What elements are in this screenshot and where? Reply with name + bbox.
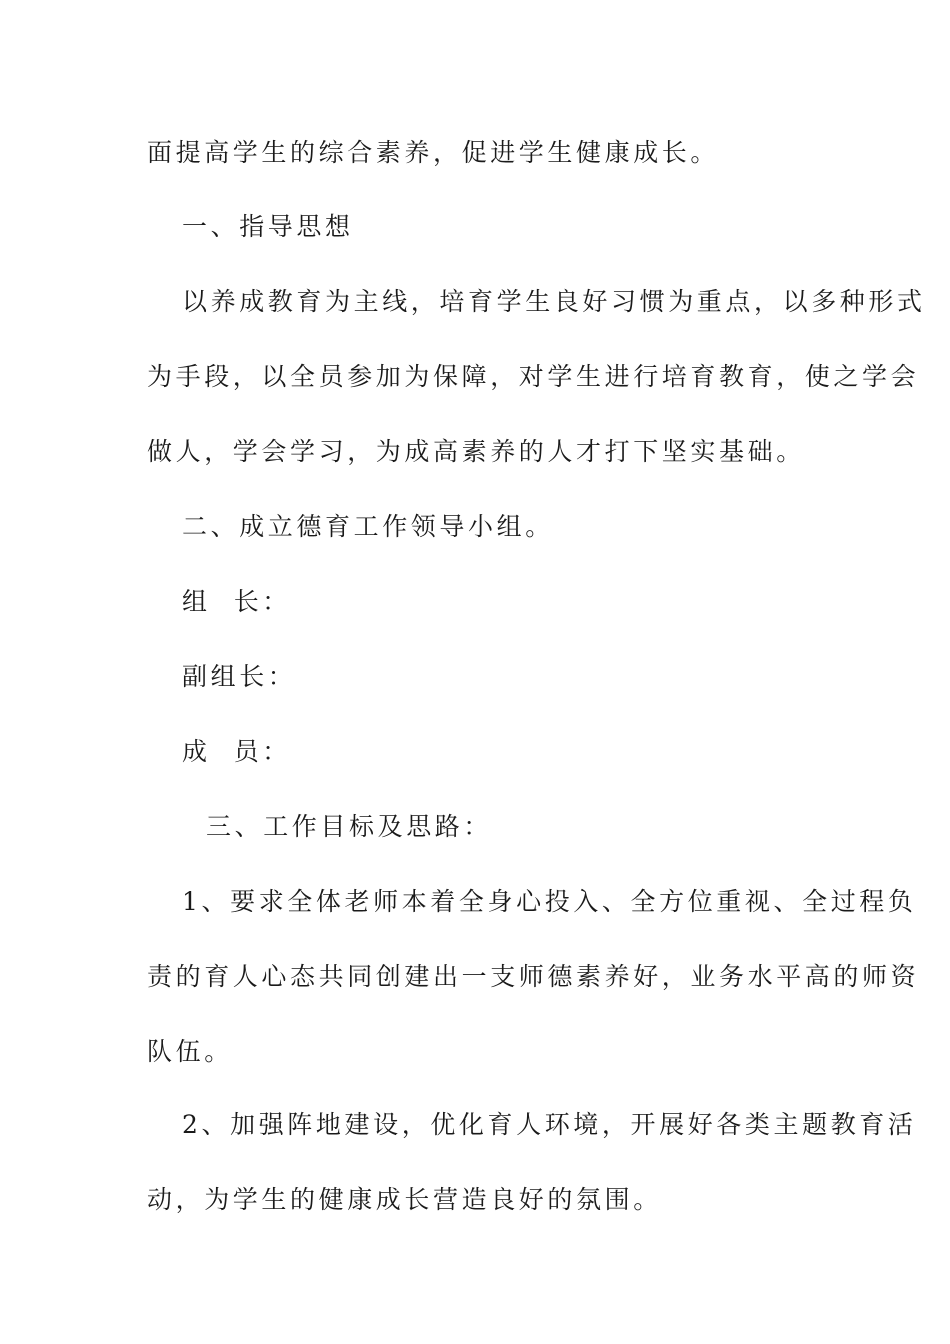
section-heading-guiding-ideology: 一、指导思想 bbox=[182, 212, 354, 241]
paragraph-line: 为手段，以全员参加为保障，对学生进行培育教育，使之学会 bbox=[147, 362, 920, 391]
section-heading-goals: 三、工作目标及思路： bbox=[206, 812, 493, 841]
list-item-1-line: 队伍。 bbox=[147, 1037, 233, 1066]
list-item-2-line: 动，为学生的健康成长营造良好的氛围。 bbox=[147, 1185, 662, 1214]
members-label: 成 员： bbox=[182, 737, 291, 766]
list-item-2-line: 2、加强阵地建设，优化育人环境，开展好各类主题教育活 bbox=[182, 1110, 917, 1139]
paragraph-intro-continuation: 面提高学生的综合素养，促进学生健康成长。 bbox=[147, 138, 720, 167]
deputy-leader-label: 副组长： bbox=[182, 662, 297, 691]
group-leader-label: 组 长： bbox=[182, 587, 291, 616]
list-item-1-line: 责的育人心态共同创建出一支师德素养好，业务水平高的师资 bbox=[147, 962, 920, 991]
list-item-1-line: 1、要求全体老师本着全身心投入、全方位重视、全过程负 bbox=[182, 887, 917, 916]
paragraph-line: 做人，学会学习，为成高素养的人才打下坚实基础。 bbox=[147, 437, 805, 466]
section-heading-leadership-group: 二、成立德育工作领导小组。 bbox=[182, 512, 554, 541]
paragraph-line: 以养成教育为主线，培育学生良好习惯为重点，以多种形式 bbox=[182, 287, 926, 316]
